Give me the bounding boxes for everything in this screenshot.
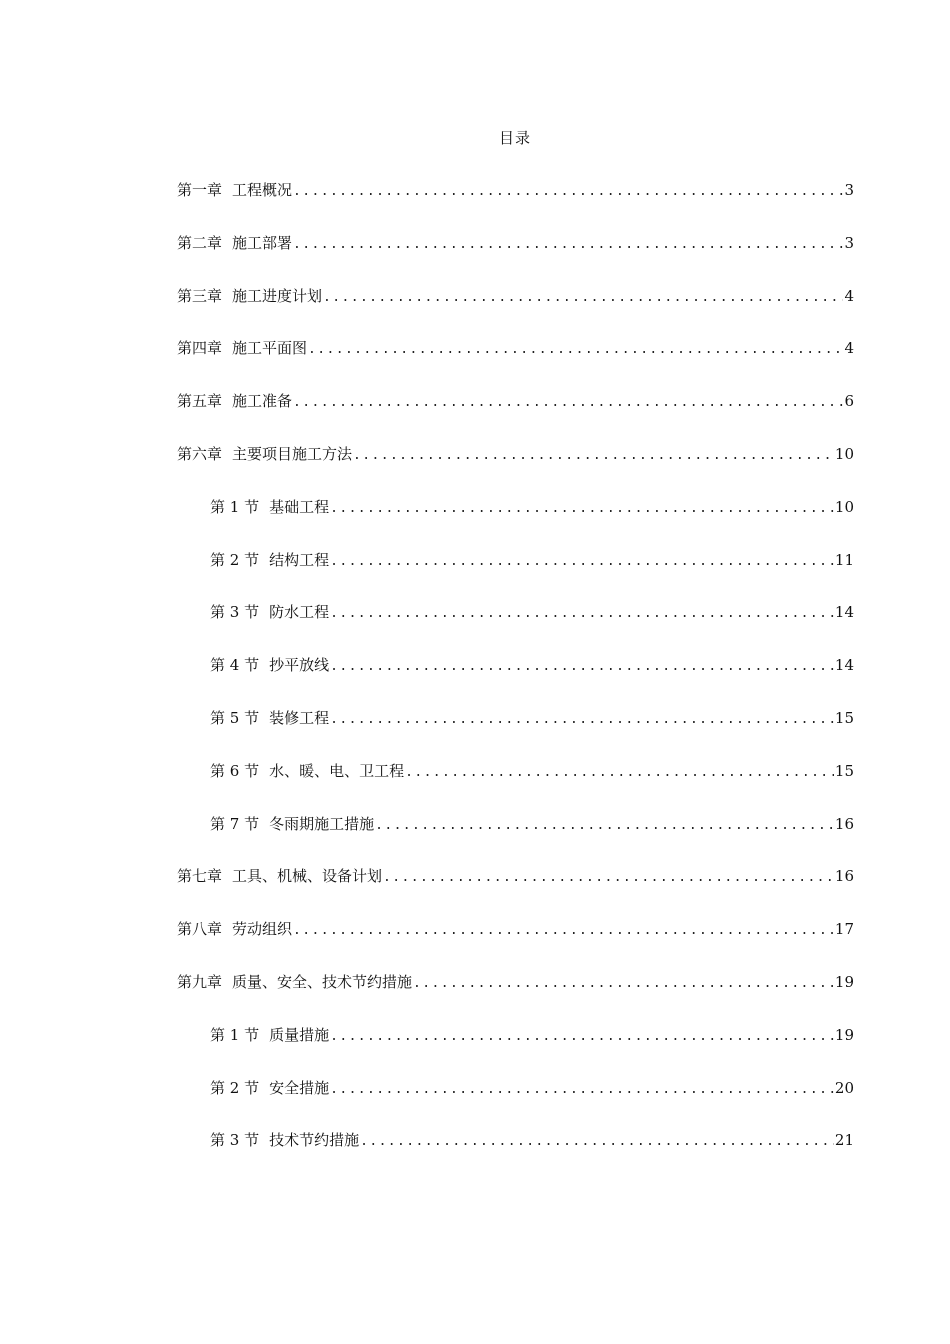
section-number: 第 3 节	[210, 603, 260, 622]
page-number: 19	[834, 973, 854, 991]
dot-leader	[413, 972, 834, 996]
dot-leader	[293, 233, 843, 257]
page-number: 14	[834, 656, 854, 675]
dot-leader	[330, 497, 834, 521]
toc-section-entry[interactable]	[210, 1128, 854, 1152]
page-number: 10	[834, 445, 854, 463]
toc-chapter-entry[interactable]	[177, 442, 854, 466]
section-number: 第 2 节	[210, 550, 260, 569]
page-number: 21	[834, 1131, 854, 1150]
chapter-number: 第八章	[177, 920, 223, 939]
entry-title: 水、暖、电、卫工程	[269, 761, 405, 780]
toc-section-entry[interactable]	[210, 495, 854, 519]
entry-title: 施工进度计划	[232, 286, 323, 305]
toc-chapter-entry[interactable]	[177, 178, 854, 202]
entry-title: 主要项目施工方法	[232, 445, 353, 463]
dot-leader	[330, 655, 834, 679]
section-number: 第 5 节	[210, 709, 260, 727]
toc-chapter-entry[interactable]	[177, 284, 854, 308]
dot-leader	[360, 1130, 834, 1154]
dot-leader	[405, 761, 834, 785]
section-number: 第 1 节	[210, 497, 260, 516]
entry-title: 质量措施	[269, 1025, 330, 1044]
entry-title: 技术节约措施	[269, 1131, 360, 1150]
chapter-number: 第一章	[177, 181, 223, 199]
page-number: 6	[844, 392, 854, 411]
entry-title: 冬雨期施工措施	[269, 814, 375, 833]
toc-section-entry[interactable]	[210, 1076, 854, 1100]
entry-title: 工程概况	[232, 181, 293, 199]
chapter-number: 第七章	[177, 867, 223, 886]
chapter-number: 第六章	[177, 445, 223, 463]
dot-leader	[308, 338, 843, 362]
page-number: 4	[844, 286, 854, 305]
toc-chapter-entry[interactable]	[177, 864, 854, 888]
page-number: 10	[834, 497, 854, 516]
page-number: 4	[844, 339, 854, 358]
entry-title: 施工准备	[232, 392, 293, 411]
toc-title: 目录	[498, 129, 531, 147]
chapter-number: 第二章	[177, 233, 223, 252]
dot-leader	[375, 814, 834, 838]
entry-title: 施工部署	[232, 233, 293, 252]
chapter-number: 第四章	[177, 339, 223, 358]
page-number: 3	[844, 181, 854, 199]
page-number: 17	[834, 920, 854, 939]
toc-section-entry[interactable]	[210, 653, 854, 677]
page-number: 14	[834, 603, 854, 622]
dot-leader	[293, 919, 834, 943]
dot-leader	[293, 180, 843, 204]
dot-leader	[383, 866, 834, 890]
page-number: 15	[834, 709, 854, 727]
entry-title: 质量、安全、技术节约措施	[232, 973, 413, 991]
toc-section-entry[interactable]	[210, 759, 854, 783]
entry-title: 劳动组织	[232, 920, 293, 939]
dot-leader	[323, 286, 843, 310]
section-number: 第 3 节	[210, 1131, 260, 1150]
page-number: 11	[834, 550, 854, 569]
section-number: 第 1 节	[210, 1025, 260, 1044]
toc-section-entry[interactable]	[210, 548, 854, 572]
dot-leader	[330, 550, 834, 574]
toc-chapter-entry[interactable]	[177, 336, 854, 360]
section-number: 第 4 节	[210, 656, 260, 675]
section-number: 第 2 节	[210, 1078, 260, 1097]
chapter-number: 第三章	[177, 286, 223, 305]
dot-leader	[353, 444, 834, 468]
toc-section-entry[interactable]	[210, 1023, 854, 1047]
page-number: 16	[834, 867, 854, 886]
chapter-number: 第五章	[177, 392, 223, 411]
entry-title: 装修工程	[269, 709, 330, 727]
page-number: 15	[834, 761, 854, 780]
toc-chapter-entry[interactable]	[177, 970, 854, 994]
dot-leader	[330, 1025, 834, 1049]
section-number: 第 7 节	[210, 814, 260, 833]
page-number: 19	[834, 1025, 854, 1044]
dot-leader	[330, 1078, 834, 1102]
toc-chapter-entry[interactable]	[177, 389, 854, 413]
dot-leader	[293, 391, 843, 415]
entry-title: 基础工程	[269, 497, 330, 516]
toc-chapter-entry[interactable]	[177, 231, 854, 255]
page-number: 16	[834, 814, 854, 833]
entry-title: 工具、机械、设备计划	[232, 867, 383, 886]
toc-section-entry[interactable]	[210, 706, 854, 730]
section-number: 第 6 节	[210, 761, 260, 780]
entry-title: 安全措施	[269, 1078, 330, 1097]
chapter-number: 第九章	[177, 973, 223, 991]
entry-title: 施工平面图	[232, 339, 308, 358]
page-number: 3	[844, 233, 854, 252]
toc-section-entry[interactable]	[210, 812, 854, 836]
toc-chapter-entry[interactable]	[177, 917, 854, 941]
entry-title: 防水工程	[269, 603, 330, 622]
dot-leader	[330, 708, 834, 732]
page-number: 20	[834, 1078, 854, 1097]
toc-section-entry[interactable]	[210, 600, 854, 624]
entry-title: 结构工程	[269, 550, 330, 569]
dot-leader	[330, 602, 834, 626]
entry-title: 抄平放线	[269, 656, 330, 675]
